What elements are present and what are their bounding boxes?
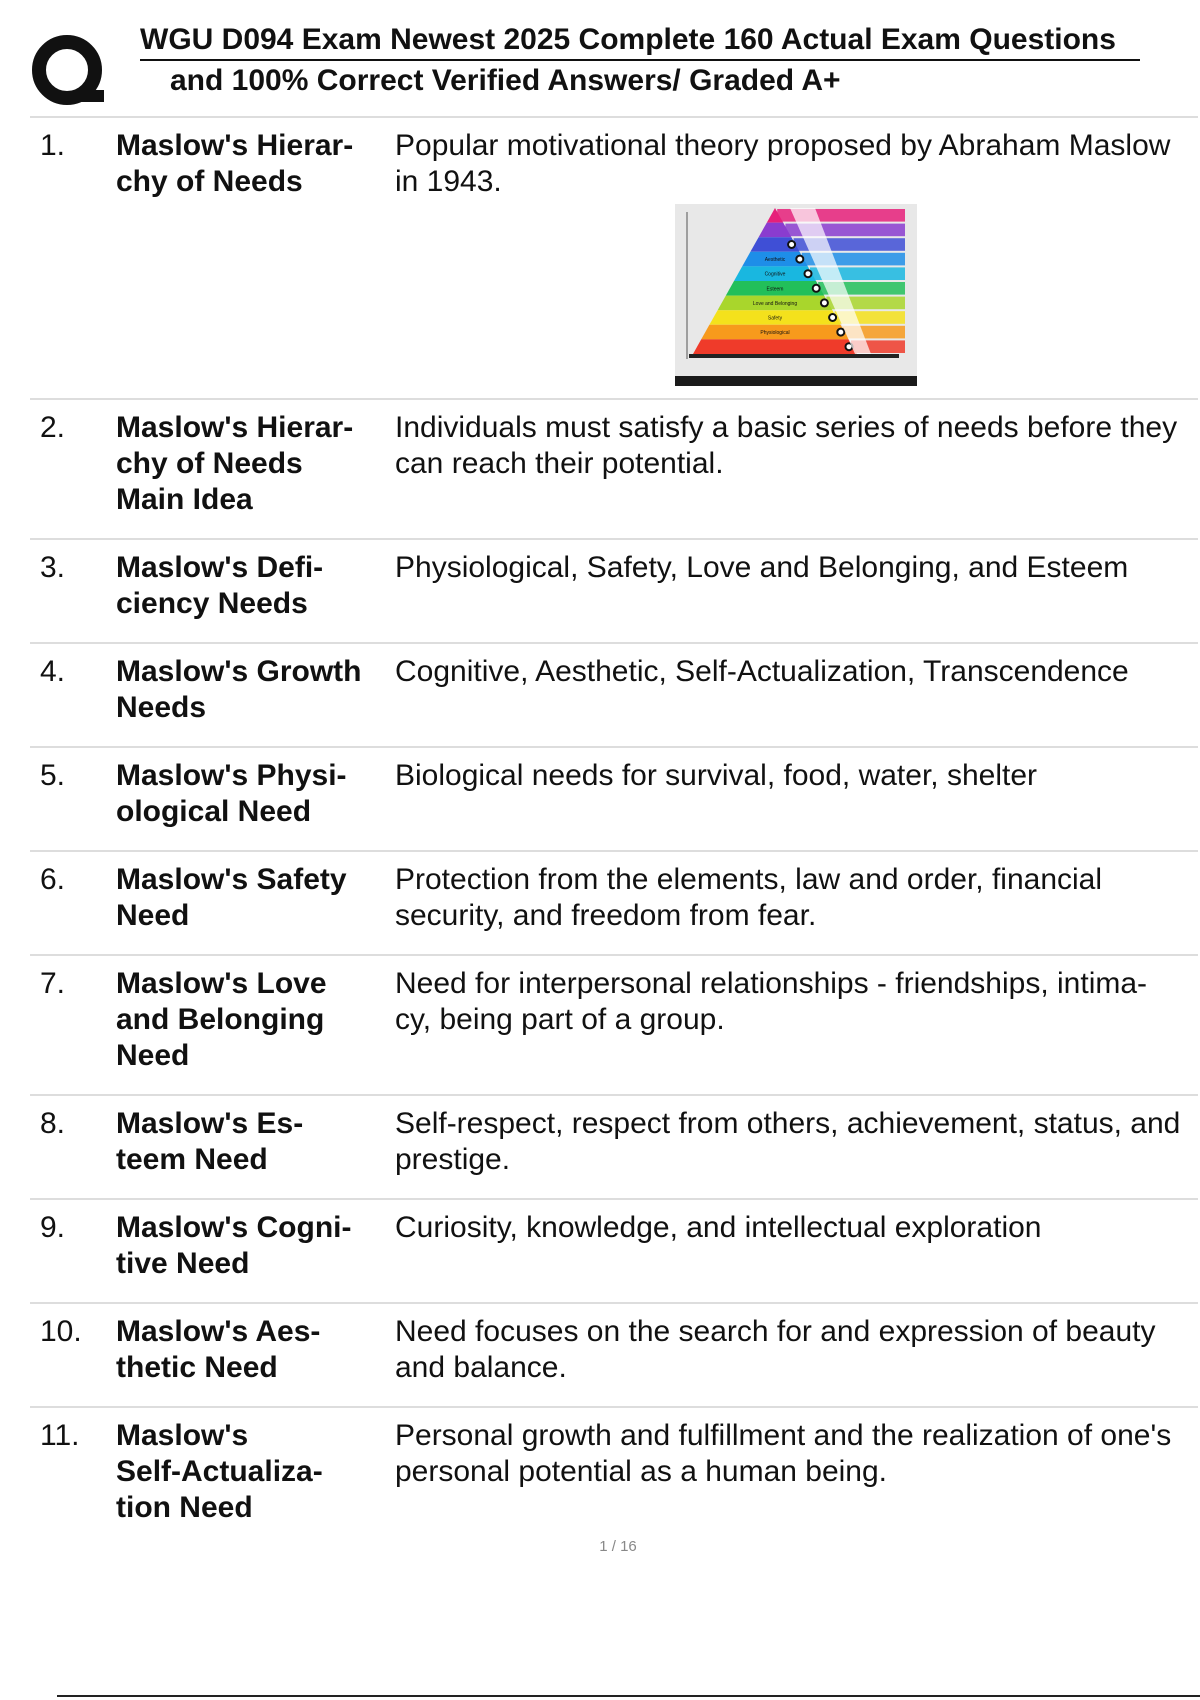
question-number: 8. [40, 1107, 66, 1140]
question-term: Maslow's Es- teem Need [116, 1107, 304, 1176]
question-term: Maslow's Love and Belonging Need [116, 967, 327, 1072]
answer-text: Individuals must satisfy a basic series of needs before they can reach their potential. [395, 411, 1178, 480]
pyramid-label: Love and Belonging [752, 300, 798, 307]
answer-text: Physiological, Safety, Love and Belonging, and Esteem [395, 551, 1129, 584]
answer-text: Protection from the elements, law and order, financial security, and freedom from fear. [395, 863, 1103, 932]
answer-definition [394, 643, 1198, 747]
pyramid-dot [805, 270, 812, 277]
question-number: 3. [40, 551, 66, 584]
qa-row [30, 747, 1198, 851]
question-term: Maslow's Growth Needs [116, 655, 362, 724]
question-term: Maslow's Aes- thetic Need [116, 1315, 321, 1384]
answer-definition [394, 1199, 1198, 1303]
pyramid-level [693, 339, 857, 354]
pyramid-label: Physiological [760, 330, 790, 337]
qa-row [30, 539, 1198, 643]
qa-row [30, 851, 1198, 955]
question-number: 7. [40, 967, 66, 1000]
footer-divider [57, 1695, 1200, 1697]
qa-row [30, 1407, 1198, 1547]
answer-text: Self-respect, respect from others, achievement, status, and prestige. [395, 1107, 1181, 1176]
qa-row [30, 643, 1198, 747]
question-number: 5. [40, 759, 66, 792]
question-number: 10. [40, 1315, 82, 1348]
question-number: 2. [40, 411, 66, 444]
answer-definition [394, 399, 1198, 539]
question-number: 1. [40, 129, 66, 162]
answer-definition [394, 955, 1198, 1095]
pyramid-dot [788, 241, 795, 248]
qa-row [30, 1095, 1198, 1199]
q-logo-icon [30, 32, 112, 114]
title-line-2: and 100% Correct Verified Answers/ Graded A+ [170, 64, 841, 97]
question-term: Maslow's Cogni- tive Need [116, 1211, 352, 1280]
question-term: Maslow's Hierar- chy of Needs [116, 129, 354, 198]
qa-row [30, 117, 1198, 399]
answer-definition [394, 851, 1198, 955]
question-term: Maslow's Defi- ciency Needs [116, 551, 324, 620]
answer-text: Cognitive, Aesthetic, Self-Actualization, Transcendence [395, 655, 1129, 688]
qa-row [30, 1303, 1198, 1407]
answer-text: Personal growth and fulfillment and the realization of one's personal potential as a human being. [395, 1419, 1172, 1488]
question-number: 6. [40, 863, 66, 896]
pyramid-label: Esteem [766, 286, 784, 293]
answer-text: Need for interpersonal relationships - friendships, intima- cy, being part of a group. [395, 967, 1148, 1036]
maslow-pyramid-image [675, 204, 917, 386]
answer-definition [394, 539, 1198, 643]
answer-text: Curiosity, knowledge, and intellectual exploration [395, 1211, 1042, 1244]
question-number: 4. [40, 655, 66, 688]
question-number: 9. [40, 1211, 66, 1244]
question-term: Maslow's Hierar- chy of Needs Main Idea [116, 411, 354, 516]
answer-definition [394, 117, 1198, 399]
qa-row [30, 1199, 1198, 1303]
question-term: Maslow's Self-Actualiza- tion Need [116, 1419, 323, 1524]
answer-definition [394, 1407, 1198, 1547]
page-indicator: 1 / 16 [599, 1538, 637, 1555]
pyramid-label: Safety [767, 315, 783, 322]
qa-table-body [30, 117, 1198, 1547]
question-term: Maslow's Physi- ological Need [116, 759, 347, 828]
pyramid-dot [829, 314, 836, 321]
title-line-1: WGU D094 Exam Newest 2025 Complete 160 Actual Exam Questions [140, 20, 1140, 61]
qa-row [30, 399, 1198, 539]
answer-text: Biological needs for survival, food, water, shelter [395, 759, 1037, 792]
document-title [140, 20, 1190, 100]
answer-definition [394, 747, 1198, 851]
pyramid-dot [796, 256, 803, 263]
answer-definition [394, 1095, 1198, 1199]
qa-table [30, 116, 1198, 1547]
pyramid-label: Aesthetic [764, 257, 786, 264]
pyramid-dot [813, 285, 820, 292]
pyramid-dot [837, 329, 844, 336]
qa-row [30, 955, 1198, 1095]
answer-text: Popular motivational theory proposed by Abraham Maslow in 1943. [395, 129, 1171, 198]
answer-definition [394, 1303, 1198, 1407]
pyramid-dot [821, 299, 828, 306]
question-number: 11. [40, 1419, 80, 1452]
answer-text: Need focuses on the search for and expression of beauty and balance. [395, 1315, 1156, 1384]
question-term: Maslow's Safety Need [116, 863, 347, 932]
pyramid-label: Cognitive [764, 271, 786, 278]
